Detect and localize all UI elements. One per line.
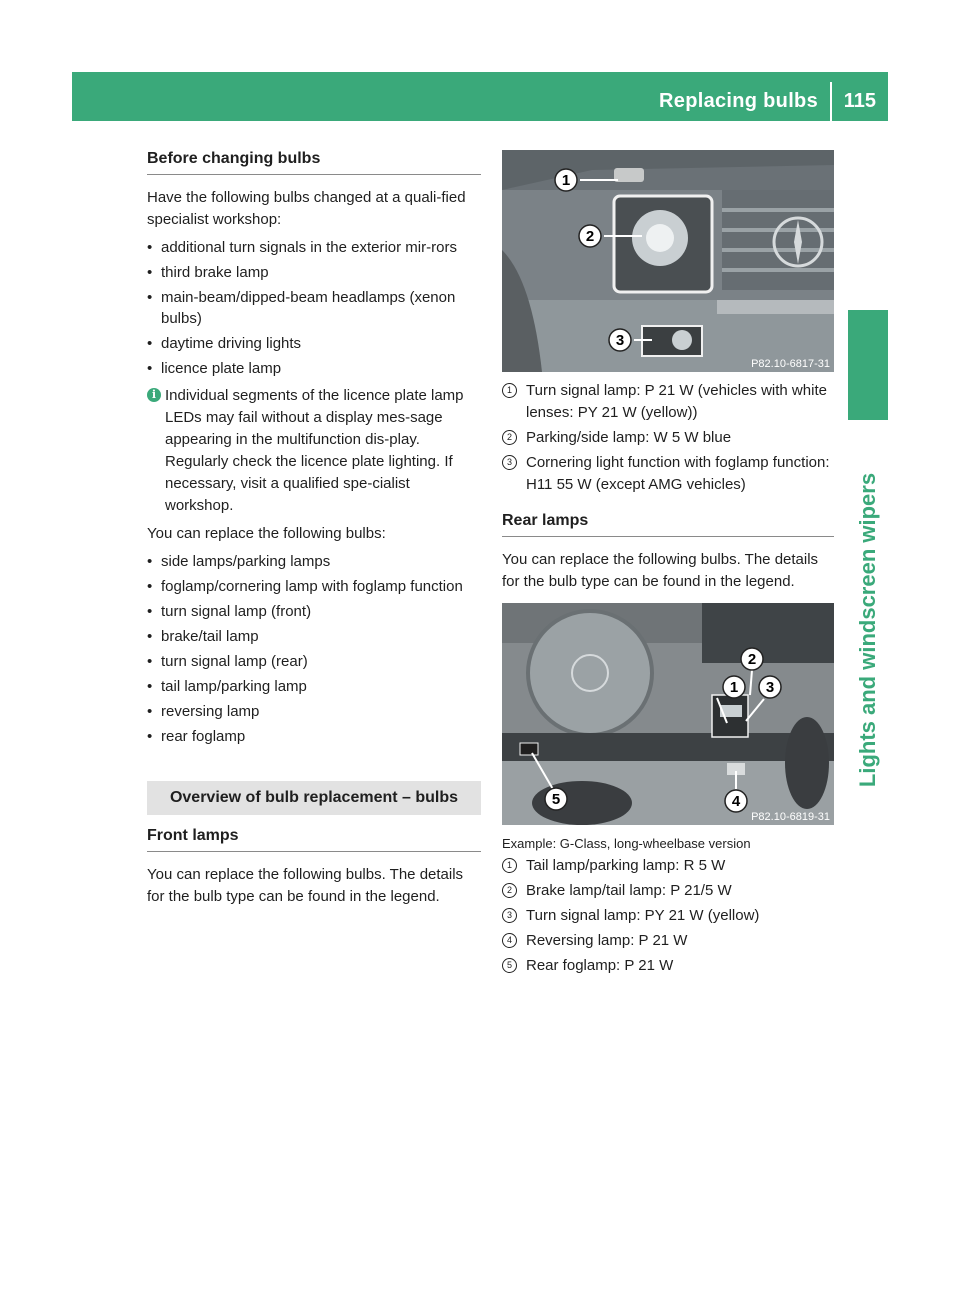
workshop-bulb-list <box>147 237 481 379</box>
list-item: • daytime driving lights <box>147 333 481 354</box>
list-item: • reversing lamp <box>147 701 481 722</box>
info-icon: i <box>147 388 161 402</box>
section-title-front-lamps: Front lamps <box>147 827 481 852</box>
list-item: • turn signal lamp (front) <box>147 601 481 622</box>
side-tab <box>848 430 888 830</box>
rear-intro: You can replace the following bulbs. The details for the bulb type can be found in the legend. <box>502 551 819 590</box>
legend-item <box>502 905 834 927</box>
legend-number: 4 <box>502 933 517 948</box>
page-header <box>72 72 888 121</box>
legend-text: Turn signal lamp: P 21 W (vehicles with white lenses: PY 21 W (yellow)) <box>526 382 827 421</box>
figure-code: P82.10-6819-31 <box>751 811 830 823</box>
legend-number: 2 <box>502 430 517 445</box>
legend-item <box>502 427 834 449</box>
legend-text: Rear foglamp: P 21 W <box>526 957 674 974</box>
callout-4: 4 <box>731 793 741 810</box>
legend-number: 1 <box>502 858 517 873</box>
replaceable-bulb-list <box>147 551 481 747</box>
front-legend <box>502 380 834 496</box>
legend-text: Tail lamp/parking lamp: R 5 W <box>526 857 726 874</box>
rear-lamps-photo <box>502 603 834 825</box>
rear-legend <box>502 855 834 977</box>
list-item: • brake/tail lamp <box>147 626 481 647</box>
workshop-intro: Have the following bulbs changed at a quali-fied specialist workshop: <box>147 189 466 228</box>
right-column <box>502 150 834 980</box>
legend-item <box>502 452 834 496</box>
list-item: • main-beam/dipped-beam headlamps (xenon bulbs) <box>147 287 481 329</box>
legend-text: Cornering light function with foglamp function: H11 55 W (except AMG vehicles) <box>526 454 830 493</box>
section-title-rear-lamps: Rear lamps <box>502 512 834 537</box>
legend-number: 2 <box>502 883 517 898</box>
overview-heading: Overview of bulb replacement – bulbs <box>147 781 481 815</box>
section-title-before-changing: Before changing bulbs <box>147 150 481 175</box>
side-tab-label: Lights and windscreen wipers <box>855 472 880 788</box>
callout-1: 1 <box>729 679 739 696</box>
front-intro: You can replace the following bulbs. The details for the bulb type can be found in the legend. <box>147 866 464 905</box>
legend-item <box>502 380 834 424</box>
replace-intro: You can replace the following bulbs: <box>147 525 386 542</box>
legend-text: Reversing lamp: P 21 W <box>526 932 688 949</box>
info-note-text: Individual segments of the licence plate lamp LEDs may fail without a display mes-sage appearing in the multifunction dis-play. Regularly check the licence plate lighting. If necessary, visit a qualified spe-cialist workshop. <box>165 387 464 514</box>
legend-number: 3 <box>502 908 517 923</box>
left-column <box>147 150 481 914</box>
callout-2: 2 <box>747 651 757 668</box>
chapter-title: Replacing bulbs <box>659 90 818 112</box>
rear-vehicle-illustration <box>502 603 834 825</box>
list-item: • side lamps/parking lamps <box>147 551 481 572</box>
legend-text: Brake lamp/tail lamp: P 21/5 W <box>526 882 732 899</box>
callout-1: 1 <box>561 172 571 189</box>
page-number: 115 <box>843 90 876 112</box>
callout-2: 2 <box>585 228 595 245</box>
list-item: • rear foglamp <box>147 726 481 747</box>
list-item: • tail lamp/parking lamp <box>147 676 481 697</box>
front-lamps-photo <box>502 150 834 372</box>
legend-item <box>502 880 834 902</box>
front-vehicle-illustration <box>502 150 834 372</box>
side-marker <box>848 310 888 420</box>
legend-item <box>502 855 834 877</box>
rear-figure-caption: Example: G-Class, long-wheelbase version <box>502 836 751 851</box>
figure-code: P82.10-6817-31 <box>751 358 830 370</box>
legend-text: Turn signal lamp: PY 21 W (yellow) <box>526 907 760 924</box>
legend-item <box>502 930 834 952</box>
legend-item <box>502 955 834 977</box>
list-item: • additional turn signals in the exterior mir-rors <box>147 237 481 258</box>
callout-3: 3 <box>765 679 775 696</box>
legend-number: 3 <box>502 455 517 470</box>
list-item: • third brake lamp <box>147 262 481 283</box>
list-item: • licence plate lamp <box>147 358 481 379</box>
list-item: • turn signal lamp (rear) <box>147 651 481 672</box>
header-divider <box>830 82 832 121</box>
info-note <box>147 385 481 517</box>
legend-number: 5 <box>502 958 517 973</box>
legend-text: Parking/side lamp: W 5 W blue <box>526 429 732 446</box>
list-item: • foglamp/cornering lamp with foglamp function <box>147 576 481 597</box>
callout-3: 3 <box>615 332 625 349</box>
callout-5: 5 <box>551 791 561 808</box>
legend-number: 1 <box>502 383 517 398</box>
